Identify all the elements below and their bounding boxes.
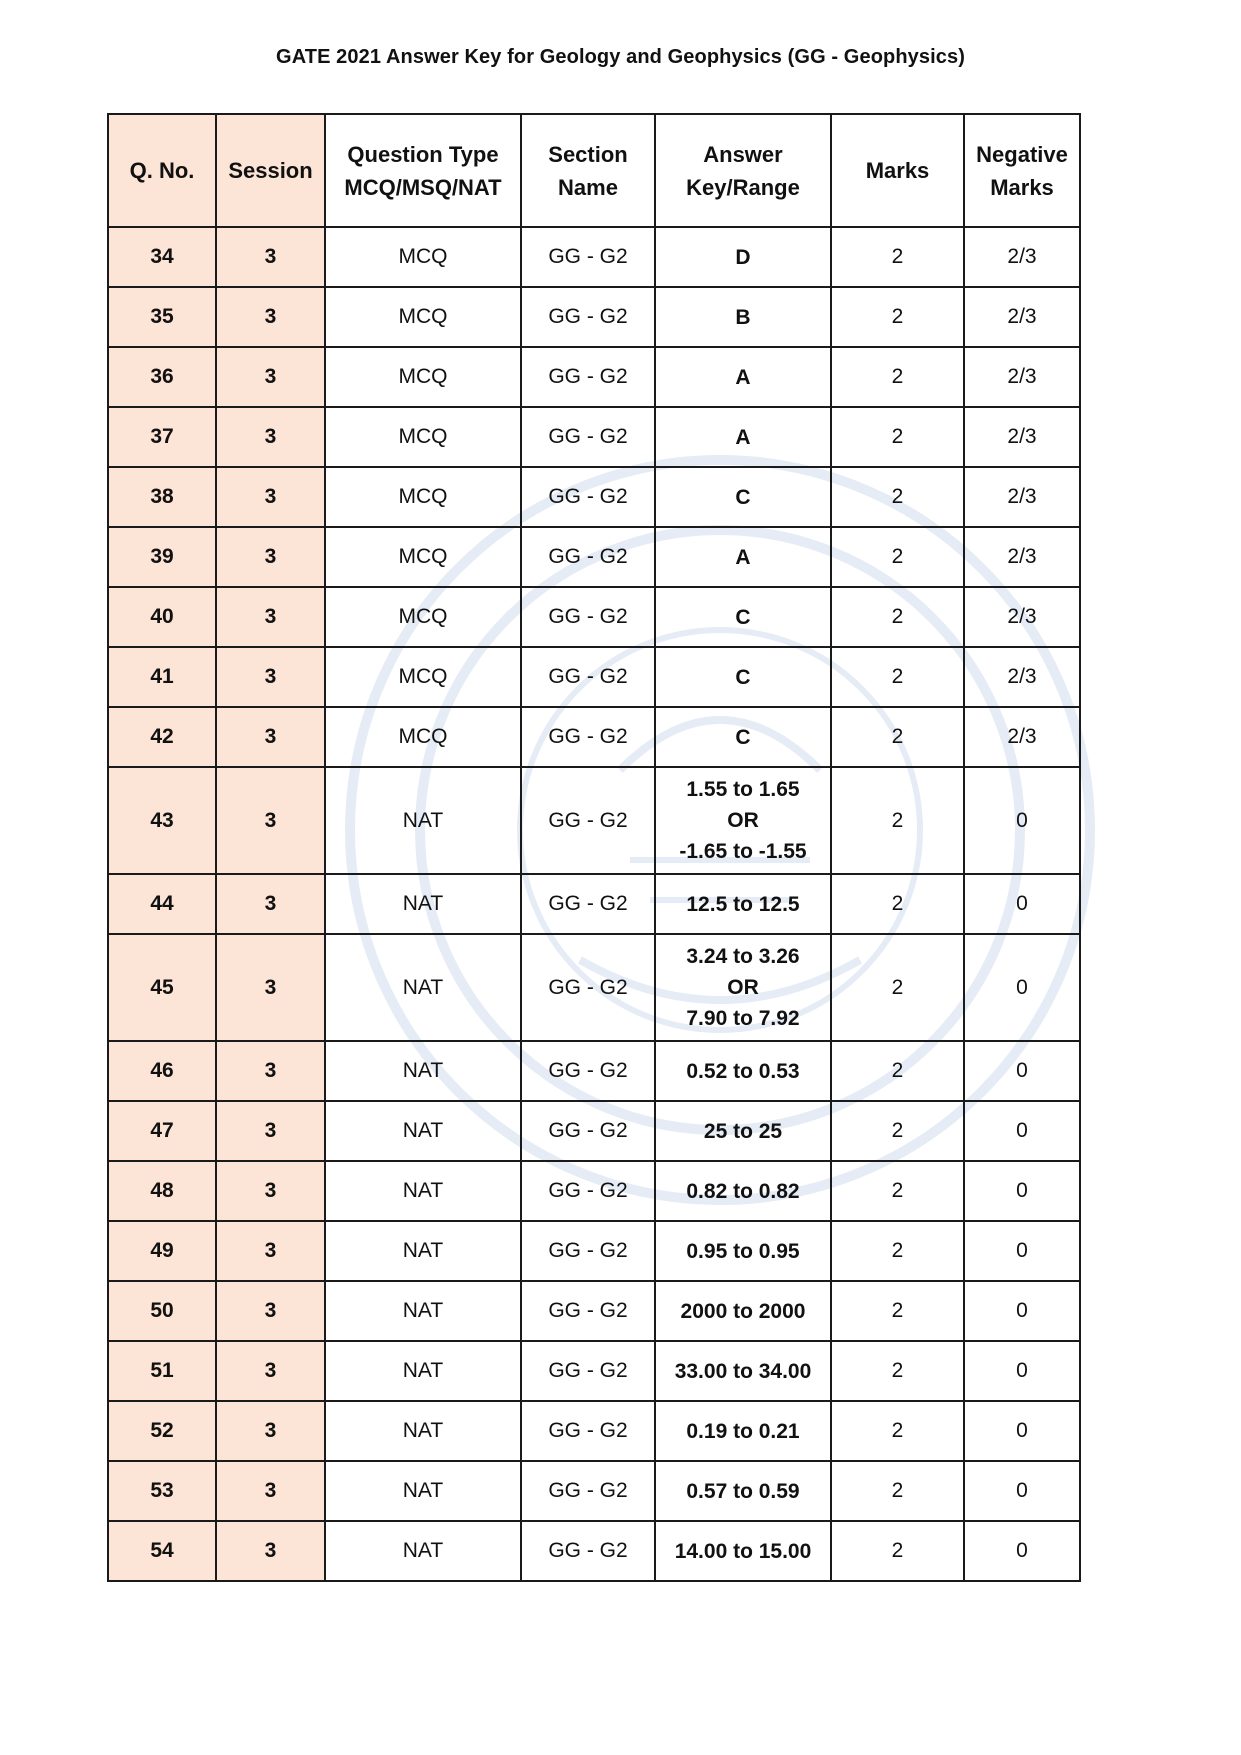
question-type-cell: NAT bbox=[325, 1401, 521, 1461]
table-row bbox=[108, 1461, 1080, 1521]
negative-marks-cell: 0 bbox=[964, 1341, 1080, 1401]
answer-key-table bbox=[107, 113, 1081, 1582]
section-name-cell: GG - G2 bbox=[521, 227, 655, 287]
table-row bbox=[108, 407, 1080, 467]
table-row bbox=[108, 874, 1080, 934]
table-row bbox=[108, 934, 1080, 1041]
session-cell: 3 bbox=[216, 1101, 325, 1161]
table-row bbox=[108, 767, 1080, 874]
session-cell: 3 bbox=[216, 1221, 325, 1281]
session-cell: 3 bbox=[216, 467, 325, 527]
marks-cell: 2 bbox=[831, 347, 964, 407]
header-row bbox=[108, 114, 1080, 227]
question-number: 50 bbox=[108, 1281, 216, 1341]
question-type-cell: MCQ bbox=[325, 347, 521, 407]
table-row bbox=[108, 707, 1080, 767]
question-number: 52 bbox=[108, 1401, 216, 1461]
section-name-cell: GG - G2 bbox=[521, 407, 655, 467]
table-row bbox=[108, 647, 1080, 707]
column-header: Negative Marks bbox=[964, 114, 1080, 227]
question-number: 40 bbox=[108, 587, 216, 647]
table-row bbox=[108, 1221, 1080, 1281]
question-number: 36 bbox=[108, 347, 216, 407]
question-number: 45 bbox=[108, 934, 216, 1041]
section-name-cell: GG - G2 bbox=[521, 587, 655, 647]
answer-key-cell: 0.19 to 0.21 bbox=[655, 1401, 831, 1461]
negative-marks-cell: 0 bbox=[964, 874, 1080, 934]
negative-marks-cell: 0 bbox=[964, 1041, 1080, 1101]
marks-cell: 2 bbox=[831, 934, 964, 1041]
negative-marks-cell: 0 bbox=[964, 1161, 1080, 1221]
question-number: 43 bbox=[108, 767, 216, 874]
section-name-cell: GG - G2 bbox=[521, 1161, 655, 1221]
answer-key-cell: C bbox=[655, 587, 831, 647]
session-cell: 3 bbox=[216, 1281, 325, 1341]
answer-key-cell: A bbox=[655, 347, 831, 407]
section-name-cell: GG - G2 bbox=[521, 1521, 655, 1581]
marks-cell: 2 bbox=[831, 1521, 964, 1581]
question-number: 53 bbox=[108, 1461, 216, 1521]
negative-marks-cell: 2/3 bbox=[964, 587, 1080, 647]
marks-cell: 2 bbox=[831, 1281, 964, 1341]
negative-marks-cell: 2/3 bbox=[964, 707, 1080, 767]
marks-cell: 2 bbox=[831, 874, 964, 934]
question-number: 38 bbox=[108, 467, 216, 527]
table-row bbox=[108, 527, 1080, 587]
session-cell: 3 bbox=[216, 287, 325, 347]
negative-marks-cell: 0 bbox=[964, 934, 1080, 1041]
question-type-cell: MCQ bbox=[325, 527, 521, 587]
question-type-cell: MCQ bbox=[325, 407, 521, 467]
session-cell: 3 bbox=[216, 707, 325, 767]
question-type-cell: NAT bbox=[325, 1341, 521, 1401]
marks-cell: 2 bbox=[831, 287, 964, 347]
table-row bbox=[108, 1281, 1080, 1341]
session-cell: 3 bbox=[216, 1521, 325, 1581]
negative-marks-cell: 2/3 bbox=[964, 287, 1080, 347]
session-cell: 3 bbox=[216, 1401, 325, 1461]
negative-marks-cell: 2/3 bbox=[964, 467, 1080, 527]
negative-marks-cell: 0 bbox=[964, 1401, 1080, 1461]
column-header: Q. No. bbox=[108, 114, 216, 227]
section-name-cell: GG - G2 bbox=[521, 467, 655, 527]
section-name-cell: GG - G2 bbox=[521, 1461, 655, 1521]
session-cell: 3 bbox=[216, 767, 325, 874]
negative-marks-cell: 0 bbox=[964, 1521, 1080, 1581]
column-header: Marks bbox=[831, 114, 964, 227]
table-row bbox=[108, 1101, 1080, 1161]
marks-cell: 2 bbox=[831, 527, 964, 587]
table-row bbox=[108, 1521, 1080, 1581]
column-header: Section Name bbox=[521, 114, 655, 227]
column-header: Answer Key/Range bbox=[655, 114, 831, 227]
question-type-cell: NAT bbox=[325, 1461, 521, 1521]
question-type-cell: MCQ bbox=[325, 227, 521, 287]
question-number: 37 bbox=[108, 407, 216, 467]
section-name-cell: GG - G2 bbox=[521, 527, 655, 587]
session-cell: 3 bbox=[216, 1161, 325, 1221]
section-name-cell: GG - G2 bbox=[521, 1341, 655, 1401]
session-cell: 3 bbox=[216, 647, 325, 707]
session-cell: 3 bbox=[216, 1461, 325, 1521]
answer-key-cell: 12.5 to 12.5 bbox=[655, 874, 831, 934]
marks-cell: 2 bbox=[831, 1341, 964, 1401]
section-name-cell: GG - G2 bbox=[521, 1221, 655, 1281]
negative-marks-cell: 0 bbox=[964, 1221, 1080, 1281]
table-row bbox=[108, 347, 1080, 407]
section-name-cell: GG - G2 bbox=[521, 707, 655, 767]
question-number: 44 bbox=[108, 874, 216, 934]
marks-cell: 2 bbox=[831, 467, 964, 527]
session-cell: 3 bbox=[216, 227, 325, 287]
question-type-cell: NAT bbox=[325, 767, 521, 874]
session-cell: 3 bbox=[216, 407, 325, 467]
question-type-cell: MCQ bbox=[325, 287, 521, 347]
negative-marks-cell: 2/3 bbox=[964, 347, 1080, 407]
question-number: 48 bbox=[108, 1161, 216, 1221]
page-title: GATE 2021 Answer Key for Geology and Geophysics (GG - Geophysics) bbox=[276, 46, 965, 68]
column-header: Session bbox=[216, 114, 325, 227]
session-cell: 3 bbox=[216, 874, 325, 934]
negative-marks-cell: 0 bbox=[964, 1281, 1080, 1341]
marks-cell: 2 bbox=[831, 587, 964, 647]
question-number: 42 bbox=[108, 707, 216, 767]
section-name-cell: GG - G2 bbox=[521, 1101, 655, 1161]
answer-key-cell: C bbox=[655, 707, 831, 767]
answer-key-cell: 0.95 to 0.95 bbox=[655, 1221, 831, 1281]
answer-key-cell: B bbox=[655, 287, 831, 347]
negative-marks-cell: 0 bbox=[964, 1101, 1080, 1161]
marks-cell: 2 bbox=[831, 227, 964, 287]
answer-key-cell: 2000 to 2000 bbox=[655, 1281, 831, 1341]
question-number: 35 bbox=[108, 287, 216, 347]
question-type-cell: NAT bbox=[325, 1041, 521, 1101]
marks-cell: 2 bbox=[831, 647, 964, 707]
section-name-cell: GG - G2 bbox=[521, 347, 655, 407]
section-name-cell: GG - G2 bbox=[521, 1041, 655, 1101]
table-row bbox=[108, 1341, 1080, 1401]
section-name-cell: GG - G2 bbox=[521, 767, 655, 874]
question-type-cell: MCQ bbox=[325, 707, 521, 767]
session-cell: 3 bbox=[216, 347, 325, 407]
negative-marks-cell: 2/3 bbox=[964, 227, 1080, 287]
table-row bbox=[108, 287, 1080, 347]
question-type-cell: NAT bbox=[325, 874, 521, 934]
answer-key-cell: 0.82 to 0.82 bbox=[655, 1161, 831, 1221]
question-type-cell: MCQ bbox=[325, 647, 521, 707]
marks-cell: 2 bbox=[831, 767, 964, 874]
section-name-cell: GG - G2 bbox=[521, 647, 655, 707]
session-cell: 3 bbox=[216, 587, 325, 647]
marks-cell: 2 bbox=[831, 1221, 964, 1281]
answer-key-cell: 33.00 to 34.00 bbox=[655, 1341, 831, 1401]
marks-cell: 2 bbox=[831, 1041, 964, 1101]
negative-marks-cell: 0 bbox=[964, 1461, 1080, 1521]
negative-marks-cell: 2/3 bbox=[964, 407, 1080, 467]
section-name-cell: GG - G2 bbox=[521, 934, 655, 1041]
section-name-cell: GG - G2 bbox=[521, 1281, 655, 1341]
answer-key-cell: 14.00 to 15.00 bbox=[655, 1521, 831, 1581]
question-number: 39 bbox=[108, 527, 216, 587]
marks-cell: 2 bbox=[831, 1401, 964, 1461]
question-number: 49 bbox=[108, 1221, 216, 1281]
answer-key-cell: 1.55 to 1.65 OR -1.65 to -1.55 bbox=[655, 767, 831, 874]
marks-cell: 2 bbox=[831, 707, 964, 767]
answer-key-cell: A bbox=[655, 407, 831, 467]
question-number: 46 bbox=[108, 1041, 216, 1101]
question-type-cell: NAT bbox=[325, 1221, 521, 1281]
marks-cell: 2 bbox=[831, 1101, 964, 1161]
session-cell: 3 bbox=[216, 934, 325, 1041]
question-number: 34 bbox=[108, 227, 216, 287]
question-type-cell: MCQ bbox=[325, 587, 521, 647]
question-number: 54 bbox=[108, 1521, 216, 1581]
session-cell: 3 bbox=[216, 1341, 325, 1401]
session-cell: 3 bbox=[216, 1041, 325, 1101]
section-name-cell: GG - G2 bbox=[521, 287, 655, 347]
answer-key-cell: 3.24 to 3.26 OR 7.90 to 7.92 bbox=[655, 934, 831, 1041]
question-type-cell: NAT bbox=[325, 1281, 521, 1341]
marks-cell: 2 bbox=[831, 1161, 964, 1221]
answer-key-cell: A bbox=[655, 527, 831, 587]
table-row bbox=[108, 467, 1080, 527]
column-header: Question Type MCQ/MSQ/NAT bbox=[325, 114, 521, 227]
question-number: 51 bbox=[108, 1341, 216, 1401]
question-type-cell: MCQ bbox=[325, 467, 521, 527]
answer-key-cell: D bbox=[655, 227, 831, 287]
table-row bbox=[108, 587, 1080, 647]
session-cell: 3 bbox=[216, 527, 325, 587]
answer-key-cell: 0.52 to 0.53 bbox=[655, 1041, 831, 1101]
negative-marks-cell: 2/3 bbox=[964, 527, 1080, 587]
answer-key-cell: C bbox=[655, 467, 831, 527]
marks-cell: 2 bbox=[831, 1461, 964, 1521]
question-type-cell: NAT bbox=[325, 1521, 521, 1581]
negative-marks-cell: 0 bbox=[964, 767, 1080, 874]
marks-cell: 2 bbox=[831, 407, 964, 467]
negative-marks-cell: 2/3 bbox=[964, 647, 1080, 707]
answer-key-cell: 25 to 25 bbox=[655, 1101, 831, 1161]
table-row bbox=[108, 227, 1080, 287]
section-name-cell: GG - G2 bbox=[521, 874, 655, 934]
question-number: 47 bbox=[108, 1101, 216, 1161]
question-type-cell: NAT bbox=[325, 1161, 521, 1221]
question-type-cell: NAT bbox=[325, 1101, 521, 1161]
answer-key-cell: C bbox=[655, 647, 831, 707]
table-row bbox=[108, 1041, 1080, 1101]
question-number: 41 bbox=[108, 647, 216, 707]
table-row bbox=[108, 1161, 1080, 1221]
table-row bbox=[108, 1401, 1080, 1461]
section-name-cell: GG - G2 bbox=[521, 1401, 655, 1461]
question-type-cell: NAT bbox=[325, 934, 521, 1041]
answer-key-cell: 0.57 to 0.59 bbox=[655, 1461, 831, 1521]
